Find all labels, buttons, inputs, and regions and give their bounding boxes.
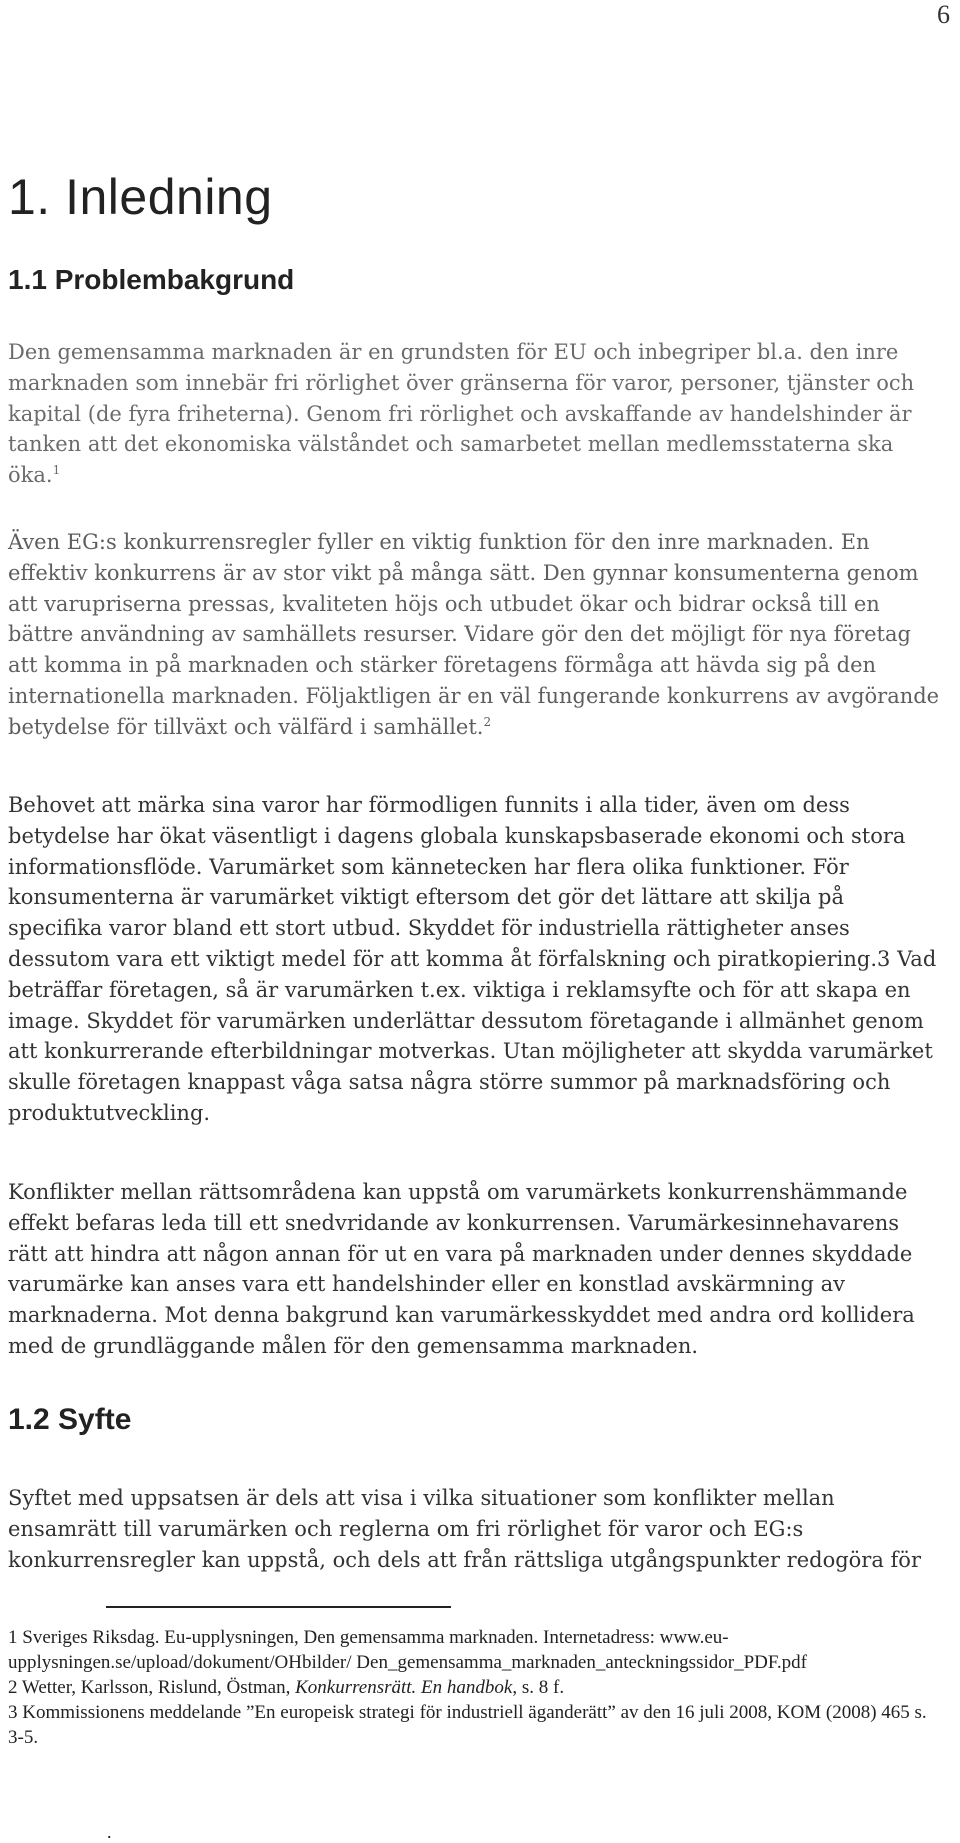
footnote-2-title: Konkurrensrätt. En handbok bbox=[295, 1677, 513, 1698]
footnote-2-pages: , s. 8 f. bbox=[512, 1677, 565, 1698]
paragraph-1-text: Den gemensamma marknaden är en grundsten för EU och inbegriper bl.a. den inre marknaden som innebär fri rörlighet över gränserna för varor, personer, tjänster och kapital (de fyra friheterna). Genom fri rörlighet och avskaffande av handelshinder är tanken att det ekonomiska välståndet och samarbetet mellan medlemsstaterna ska öka. bbox=[8, 340, 915, 488]
chapter-heading: 1. Inledning bbox=[8, 169, 273, 225]
section-heading-syfte: 1.2 Syfte bbox=[8, 1403, 132, 1436]
paragraph-5: Syftet med uppsatsen är dels att visa i vilka situationer som konflikter mellan ensamrätt till varumärken och reglerna om fri rörlighet för varor och EG:s konkurrensregler kan uppstå, och dels att från rättsliga utgångspunkter redogöra för bbox=[8, 1486, 921, 1572]
footnote-1: 1 Sveriges Riksdag. Eu-upplysningen, Den gemensamma marknaden. Internetadress: www.eu-upplysningen.se/upload/dokument/OHbilder/ Den_gemensamma_marknaden_anteckningssidor_PDF.pdf bbox=[8, 1627, 807, 1673]
paragraph-2-text: Även EG:s konkurrensregler fyller en viktig funktion för den inre marknaden. En effektiv konkurrens är av stor vikt på många sätt. Den gynnar konsumenterna genom att varupriserna pressas, kvaliteten höjs och utbudet ökar och bidrar också till en bättre användning av samhällets resurser. Vidare gör den det möjligt för nya företag att komma in på marknaden och stärker företagens förmåga att hävda sig på den internationella marknaden. Följaktligen är en väl fungerande konkurrens av avgörande betydelse för tillväxt och välfärd i samhället. bbox=[8, 530, 940, 739]
footnote-2-authors: 2 Wetter, Karlsson, Rislund, Östman, bbox=[8, 1677, 296, 1698]
footnotes bbox=[8, 1625, 943, 1750]
footnote-2 bbox=[8, 1675, 943, 1700]
footnote-3: 3 Kommissionens meddelande ”En europeisk strategi för industriell äganderätt” av den 16 juli 2008, KOM (2008) 465 s. 3-5. bbox=[8, 1702, 927, 1748]
footnote-divider bbox=[106, 1606, 451, 1608]
paragraph-3: Behovet att märka sina varor har förmodligen funnits i alla tider, även om dess betydelse har ökat väsentligt i dagens globala kunskapsbaserade ekonomi och stora informationsflöde. Varumärket som kännetecken har flera olika funktioner. För konsumenterna är varumärket viktigt eftersom det gör det lättare att skilja på specifika varor bland ett stort utbud. Skyddet för industriella rättigheter anses dessutom vara ett viktigt medel för att komma åt förfalskning och piratkopiering.3 Vad beträffar företagen, så är varumärken t.ex. viktiga i reklamsyfte och för att skapa en image. Skyddet för varumärken underlättar dessutom företagande i allmänhet genom att konkurrerande efterbildningar motverkas. Utan möjligheter att skydda varumärket skulle företagen knappast våga satsa några större summor på marknadsföring och produktutveckling. bbox=[8, 793, 937, 1125]
section-heading-problembakgrund: 1.1 Problembakgrund bbox=[8, 264, 295, 295]
footnote-ref-2: 2 bbox=[483, 714, 492, 729]
paragraph-2 bbox=[8, 527, 943, 743]
trailing-mark: . bbox=[107, 1822, 112, 1842]
footnote-ref-1: 1 bbox=[52, 463, 61, 478]
paragraph-4: Konflikter mellan rättsområdena kan uppstå om varumärkets konkurrenshämmande effekt befaras leda till ett snedvridande av konkurrensen. Varumärkesinnehavarens rätt att hindra att någon annan för ut en vara på marknaden under dennes skyddade varumärke kan anses vara ett handelshinder eller en konstlad avskärmning av marknaderna. Mot denna bakgrund kan varumärkesskyddet med andra ord kollidera med de grundläggande målen för den gemensamma marknaden. bbox=[8, 1180, 915, 1358]
paragraph-1 bbox=[8, 337, 943, 491]
page-number: 6 bbox=[937, 0, 950, 29]
